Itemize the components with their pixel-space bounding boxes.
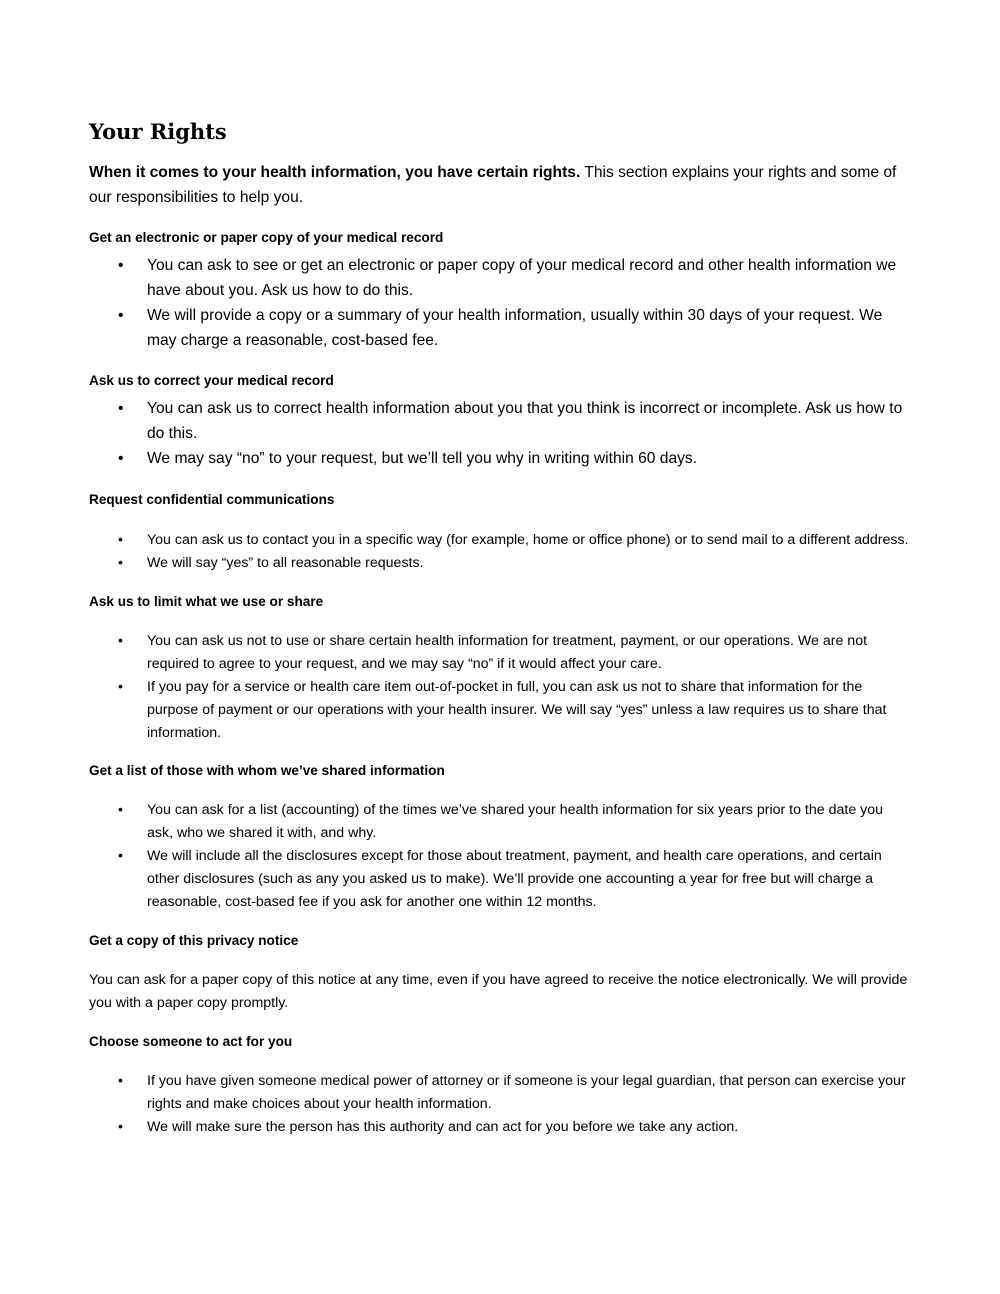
list-item: • If you have given someone medical power of attorney or if someone is your legal guardian, that person can exercise your rights and make choices about your health information. (89, 1070, 911, 1116)
list-item: • If you pay for a service or health care item out-of-pocket in full, you can ask us not to share that information for the purpose of payment or our operations with your health insurer. We will say “yes” unless a law requires us to share that information. (89, 676, 911, 745)
page-title: Your Rights (89, 119, 227, 144)
bullet-list (89, 1070, 911, 1139)
section-privacy-notice-copy (89, 931, 911, 1015)
section-limit-use (89, 592, 911, 745)
section-heading: Ask us to limit what we use or share (89, 594, 324, 609)
list-item: • We may say “no” to your request, but we’ll tell you why in writing within 60 days. (89, 446, 911, 471)
section-electronic-copy (89, 228, 911, 353)
bullet-list (89, 630, 911, 745)
section-heading: Get an electronic or paper copy of your medical record (89, 230, 444, 245)
section-correct-record (89, 371, 911, 471)
document-page (89, 116, 911, 1139)
bullet-list (89, 529, 911, 575)
bullet-list (89, 396, 911, 471)
section-heading: Ask us to correct your medical record (89, 373, 334, 388)
section-choose-someone (89, 1032, 911, 1139)
list-item: • We will provide a copy or a summary of your health information, usually within 30 days of your request. We may charge a reasonable, cost-based fee. (89, 303, 911, 353)
section-heading: Get a copy of this privacy notice (89, 933, 299, 948)
intro-paragraph (89, 160, 911, 210)
list-item: • We will make sure the person has this authority and can act for you before we take any action. (89, 1116, 911, 1139)
bullet-list (89, 253, 911, 353)
list-item: • You can ask for a list (accounting) of the times we’ve shared your health information for six years prior to the date you ask, who we shared it with, and why. (89, 799, 911, 845)
section-paragraph: You can ask for a paper copy of this notice at any time, even if you have agreed to receive the notice electronically. We will provide you with a paper copy promptly. (89, 972, 908, 1011)
list-item: • You can ask to see or get an electronic or paper copy of your medical record and other health information we have about you. Ask us how to do this. (89, 253, 911, 303)
list-item: • You can ask us to contact you in a specific way (for example, home or office phone) or to send mail to a different address. (89, 529, 911, 552)
section-heading: Get a list of those with whom we’ve shared information (89, 763, 445, 778)
bullet-list (89, 799, 911, 914)
list-item: • We will say “yes” to all reasonable requests. (89, 552, 911, 575)
section-confidential-communications (89, 490, 911, 575)
list-item: • We will include all the disclosures except for those about treatment, payment, and health care operations, and certain other disclosures (such as any you asked us to make). We’ll provide one accounting a year for free but will charge a reasonable, cost-based fee if you ask for another one within 12 months. (89, 845, 911, 914)
intro-rest-text: This section explains your rights and some of our responsibilities to help you. (89, 164, 897, 206)
section-shared-list (89, 761, 911, 914)
list-item: • You can ask us not to use or share certain health information for treatment, payment, or our operations. We are not required to agree to your request, and we may say “no” if it would affect your care. (89, 630, 911, 676)
intro-bold-text: When it comes to your health information, you have certain rights. (89, 164, 581, 181)
section-heading: Choose someone to act for you (89, 1034, 293, 1049)
list-item: • You can ask us to correct health information about you that you think is incorrect or incomplete. Ask us how to do this. (89, 396, 911, 446)
section-heading: Request confidential communications (89, 492, 335, 507)
